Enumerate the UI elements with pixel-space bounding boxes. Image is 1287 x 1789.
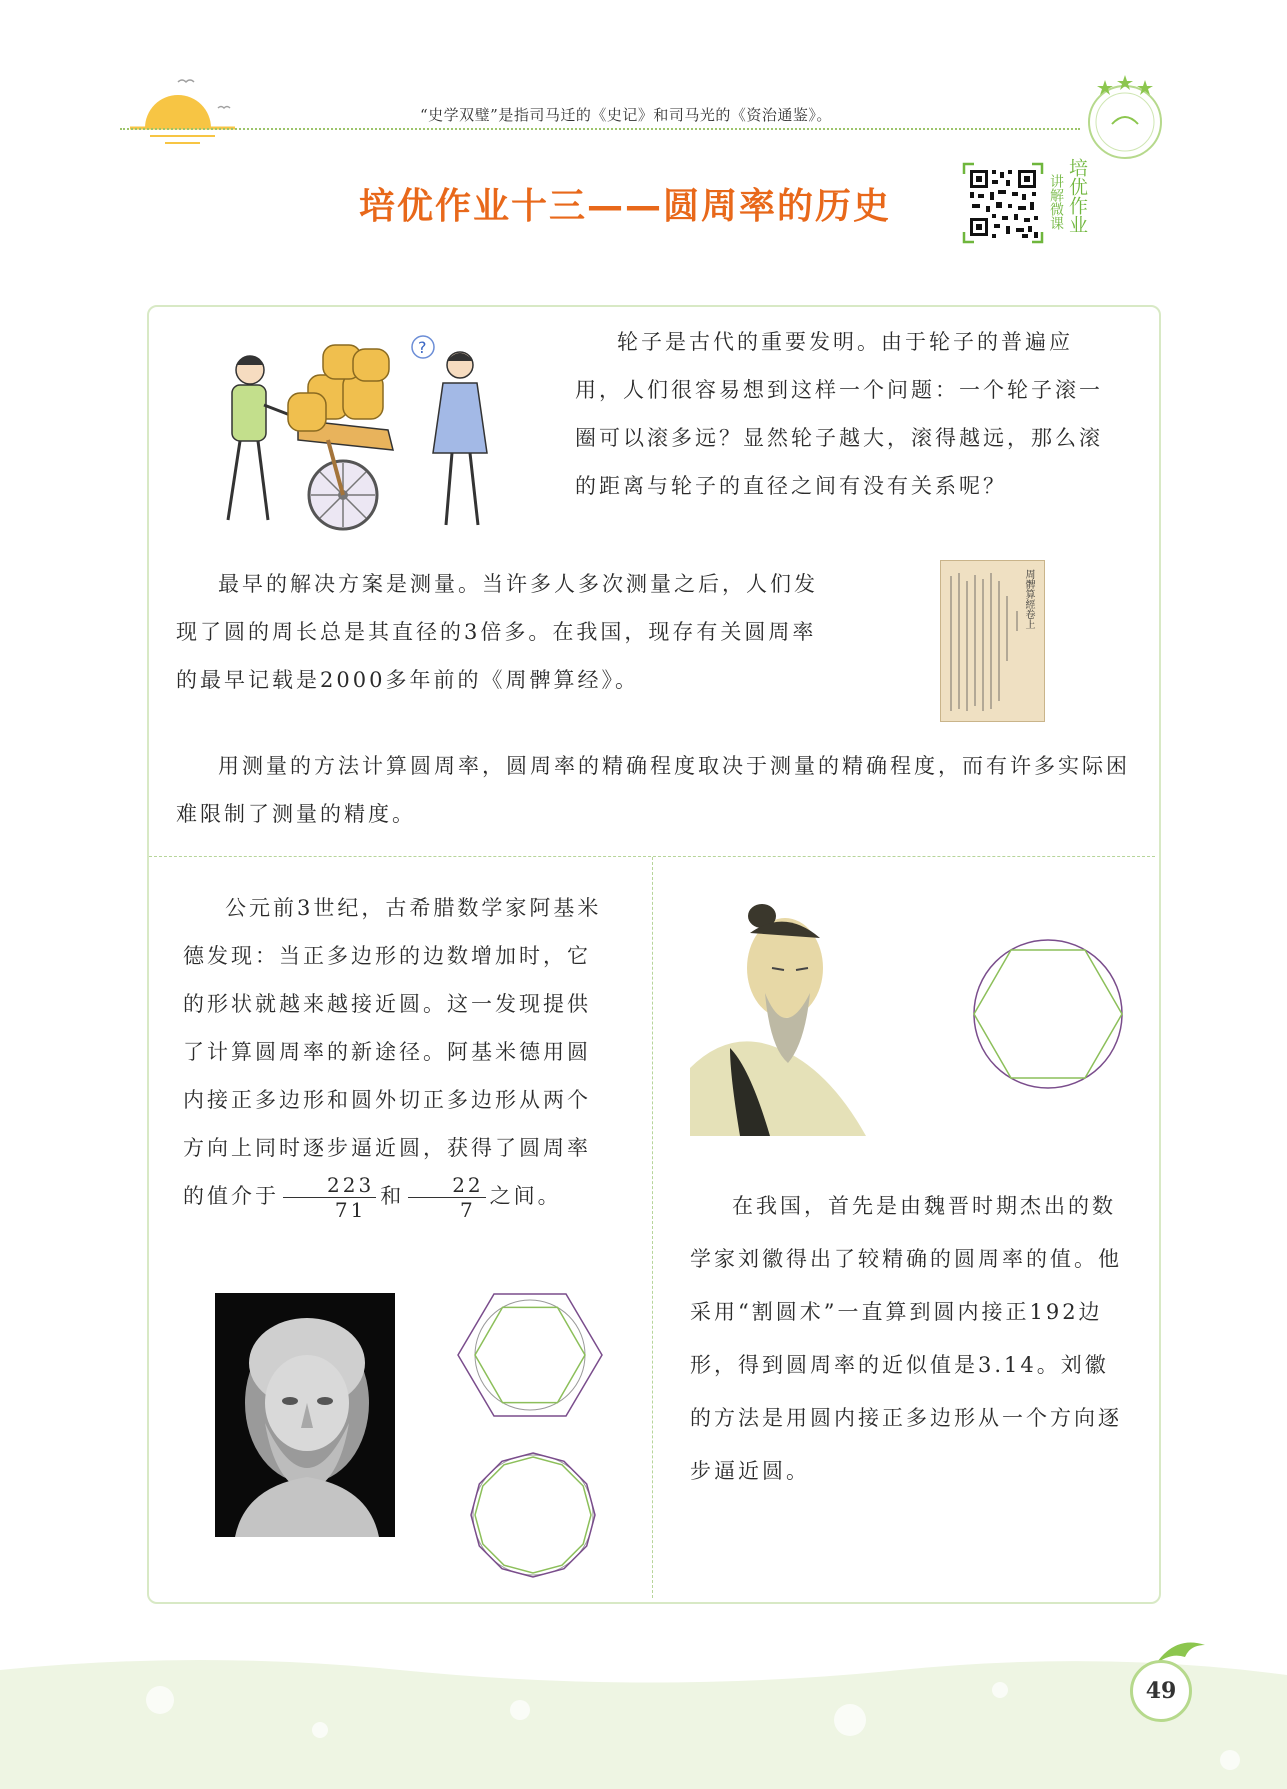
fraction-223-71 bbox=[283, 1173, 376, 1222]
fraction-22-7 bbox=[408, 1173, 485, 1222]
wheelbarrow-illustration bbox=[188, 335, 508, 545]
header-divider bbox=[120, 128, 1080, 130]
section5-paragraph: 在我国，首先是由魏晋时期杰出的数学家刘徽得出了较精确的圆周率的值。他采用“割圆术”一直算到圆内接正192边形，得到圆周率的近似值是3.14。刘徽的方法是用圆内接正多边形从一个方向逐步逼近圆。 bbox=[690, 1194, 1122, 1483]
hexagon-approximation-diagram bbox=[455, 1288, 605, 1422]
section3-paragraph: 用测量的方法计算圆周率，圆周率的精确程度取决于测量的精确程度，而有许多实际困难限制了测量的精度。 bbox=[176, 754, 1130, 826]
liu-hui-portrait-image bbox=[690, 898, 866, 1136]
qr-label-sub: 讲解微课 bbox=[1048, 174, 1064, 230]
section4-text: 公元前3世纪，古希腊数学家阿基米德发现：当正多边形的边数增加时，它的形状就越来越接近圆。这一发现提供了计算圆周率的新途径。阿基米德用圆内接正多边形和圆外切正多边形从两个方向上同时逐步逼近圆，获得了圆周率的值介于 bbox=[183, 896, 602, 1208]
dodecagon-approximation-diagram bbox=[465, 1447, 601, 1583]
header-quote: “史学双璧”是指司马迁的《史记》和司马光的《资治通鉴》。 bbox=[420, 106, 832, 124]
footer-background bbox=[0, 1650, 1287, 1789]
ending-text: 之间。 bbox=[489, 1184, 562, 1208]
archimedes-bust-image bbox=[215, 1293, 395, 1537]
qr-label-main: 培优作业 bbox=[1066, 158, 1088, 234]
connector-text: 和 bbox=[380, 1184, 405, 1208]
frac1-denominator: 71 bbox=[334, 1198, 367, 1222]
svg-text:?: ? bbox=[418, 338, 427, 357]
book-title: 周髀算經卷上 bbox=[1023, 569, 1034, 629]
publisher-badge-icon bbox=[1080, 72, 1170, 162]
qr-label bbox=[1048, 158, 1096, 234]
frac2-denominator: 7 bbox=[460, 1198, 476, 1222]
section2-paragraph: 最早的解决方案是测量。当许多人多次测量之后，人们发现了圆的周长总是其直径的3倍多。在我国，现存有关圆周率的最早记载是2000多年前的《周髀算经》。 bbox=[176, 572, 818, 692]
sun-logo-icon bbox=[120, 70, 240, 150]
page-number: 49 bbox=[1130, 1660, 1192, 1722]
qr-code-icon[interactable] bbox=[962, 162, 1044, 244]
frac2-numerator: 22 bbox=[408, 1173, 485, 1198]
page-title: 培优作业十三——圆周率的历史 bbox=[358, 186, 891, 227]
inscribed-hexagon-diagram bbox=[970, 936, 1126, 1092]
section-divider-vertical bbox=[652, 857, 653, 1598]
section1-paragraph: 轮子是古代的重要发明。由于轮子的普遍应用，人们很容易想到这样一个问题：一个轮子滚一圈可以滚多远？显然轮子越大，滚得越远，那么滚的距离与轮子的直径之间有没有关系呢？ bbox=[575, 330, 1103, 498]
section4-paragraph bbox=[183, 884, 613, 1222]
frac1-numerator: 223 bbox=[283, 1173, 376, 1198]
zhoubi-book-image bbox=[940, 560, 1045, 722]
